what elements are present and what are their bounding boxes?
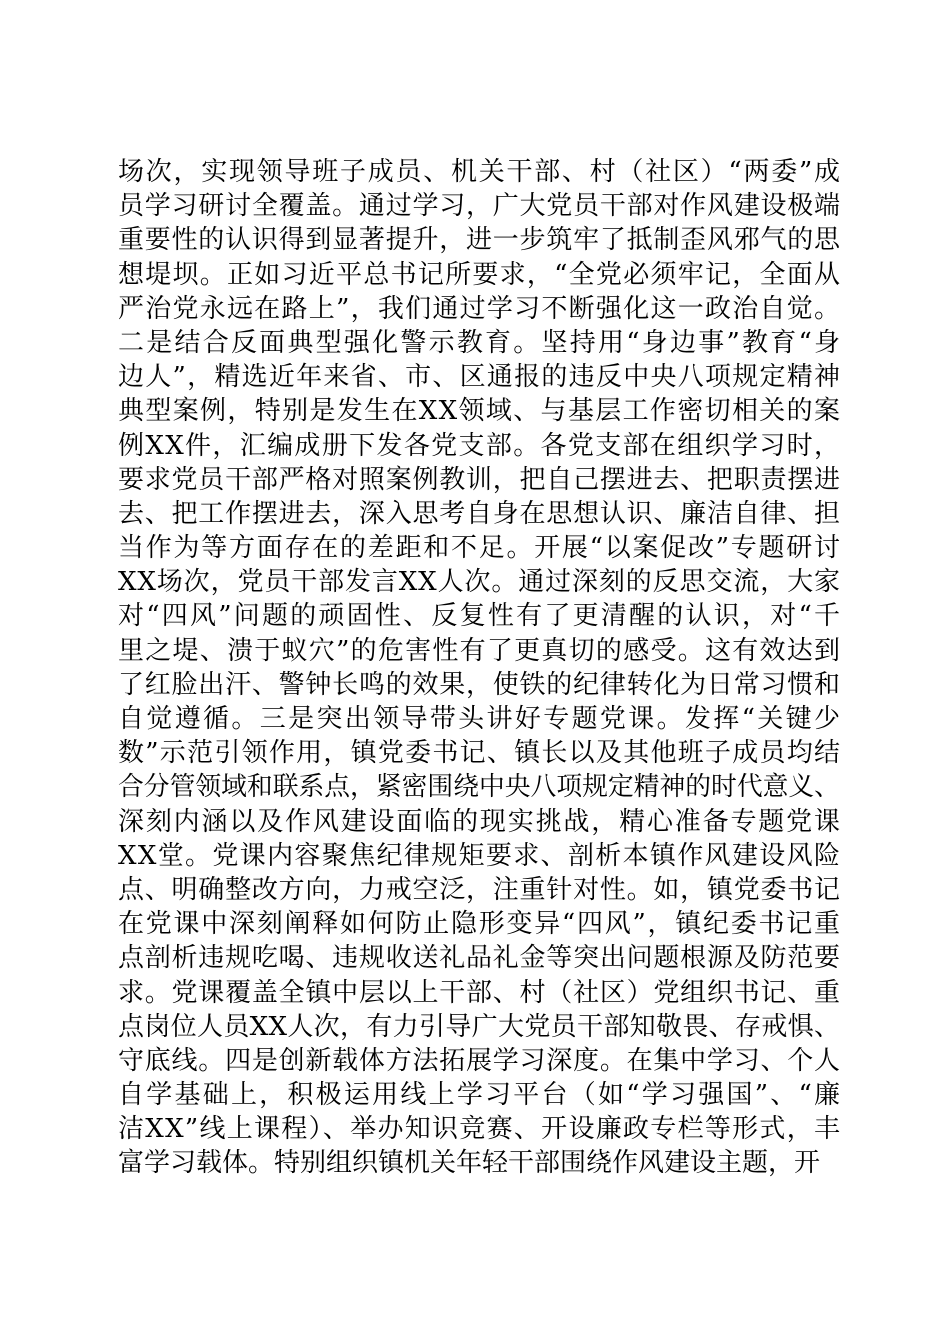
text-line: 严治党永远在路上”，我们通过学习不断强化这一政治自觉。	[118, 293, 842, 324]
text-line: XX场次，党员干部发言XX人次。通过深刻的反思交流，大家	[118, 567, 841, 598]
body-text	[118, 155, 843, 1181]
text-line: 场次，实现领导班子成员、机关干部、村（社区）“两委”成	[118, 157, 842, 187]
text-line: 自学基础上，积极运用线上学习平台（如“学习强国”、“廉	[118, 1080, 843, 1111]
text-line: 数”示范引领作用，镇党委书记、镇长以及其他班子成员均结	[118, 738, 842, 769]
text-line: 深刻内涵以及作风建设面临的现实挑战，精心准备专题党课	[118, 806, 842, 837]
text-line: 二是结合反面典型强化警示教育。坚持用“身边事”教育“身	[118, 327, 843, 358]
text-line: 了红脸出汗、警钟长鸣的效果，使铁的纪律转化为日常习惯和	[118, 669, 841, 700]
text-line: 点岗位人员XX人次，有力引导广大党员干部知敬畏、存戒惧、	[118, 1011, 841, 1042]
text-line: 合分管领域和联系点，紧密围绕中央八项规定精神的时代意义、	[118, 772, 840, 803]
text-line: 边人”，精选近年来省、市、区通报的违反中央八项规定精神	[118, 362, 842, 393]
text-line: 自觉遵循。三是突出领导带头讲好专题党课。发挥“关键少	[118, 704, 843, 734]
text-line: 重要性的认识得到显著提升，进一步筑牢了抵制歪风邪气的思	[118, 225, 841, 256]
text-line: 当作为等方面存在的差距和不足。开展“以案促改”专题研讨	[118, 533, 842, 564]
text-line: 点剖析违规吃喝、违规收送礼品礼金等突出问题根源及防范要	[118, 943, 841, 974]
text-line: 要求党员干部严格对照案例教训，把自己摆进去、把职责摆进	[118, 464, 841, 495]
text-line: 员学习研讨全覆盖。通过学习，广大党员干部对作风建设极端	[118, 191, 841, 222]
text-line: 想堤坝。正如习近平总书记所要求，“全党必须牢记，全面从	[118, 259, 842, 290]
text-line: 守底线。四是创新载体方法拓展学习深度。在集中学习、个人	[118, 1045, 841, 1076]
text-line: XX堂。党课内容聚焦纪律规矩要求、剖析本镇作风建设风险	[118, 840, 842, 871]
text-line: 例XX件，汇编成册下发各党支部。各党支部在组织学习时，	[118, 430, 842, 461]
text-line: 去、把工作摆进去，深入思考自身在思想认识、廉洁自律、担	[118, 498, 841, 529]
text-line: 里之堤、溃于蚁穴”的危害性有了更真切的感受。这有效达到	[118, 635, 842, 666]
text-line: 对“四风”问题的顽固性、反复性有了更清醒的认识，对“千	[118, 601, 843, 632]
text-line: 点、明确整改方向，力戒空泛，注重针对性。如，镇党委书记	[118, 874, 841, 905]
text-line: 求。党课覆盖全镇中层以上干部、村（社区）党组织书记、重	[118, 977, 841, 1008]
text-line: 典型案例，特别是发生在XX领域、与基层工作密切相关的案	[118, 396, 842, 427]
text-line: 洁XX”线上课程）、举办知识竞赛、开设廉政专栏等形式，丰	[118, 1114, 842, 1145]
text-line: 在党课中深刻阐释如何防止隐形变异“四风”，镇纪委书记重	[118, 909, 842, 940]
text-line: 富学习载体。特别组织镇机关年轻干部围绕作风建设主题，开	[118, 1148, 821, 1179]
